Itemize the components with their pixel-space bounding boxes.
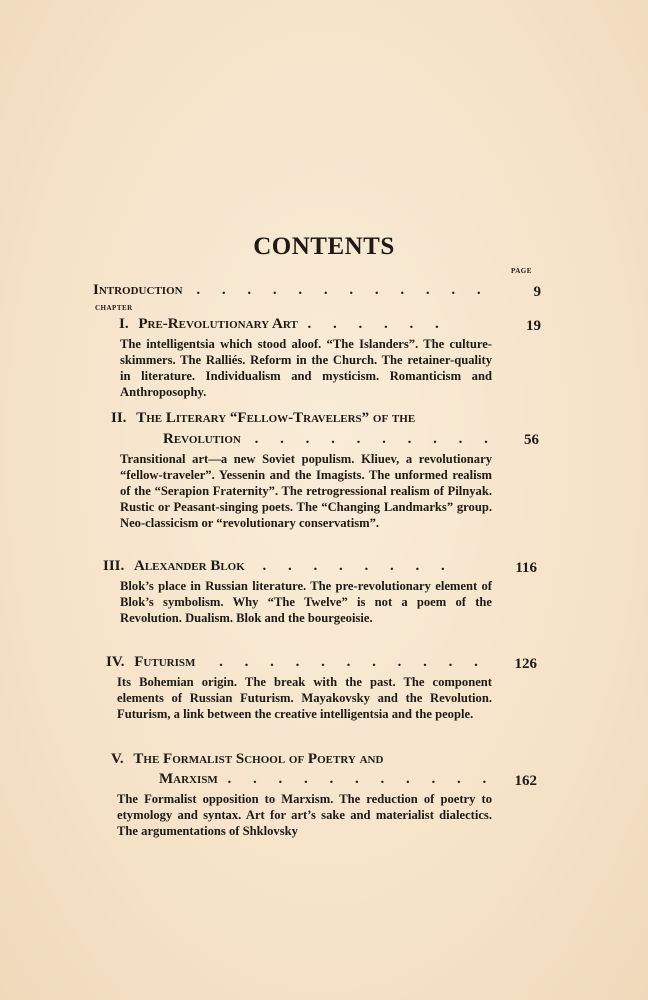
chapter-number: V.: [111, 751, 124, 767]
chapter-number: II.: [111, 410, 127, 426]
toc-entry-chapter-5-continued[interactable]: [159, 771, 495, 788]
chapter-description: The intelligentsia which stood aloof. “The Islanders”. The culture-skimmers. The Ralliés. Reform in the Church. The retainer-quality in literature. Individualism and mysticism. Romanticism and Anthroposophy.: [120, 337, 492, 399]
chapter-description: Transitional art—a new Soviet populism. Kliuev, a revolutionary “fellow-traveler”. Yessenin and the Imagists. The unformed realism of the “Serapion Fraternity”. The retrogressional realism of Pilnyak. Rustic or Peasant-singing poets. The “Changing Landmarks” group. Neo-classicism or “revolutionary conservatism”.: [120, 452, 492, 530]
entry-title: Alexander Blok: [134, 558, 245, 574]
chapter-description: Blok’s place in Russian literature. The pre-revolutionary element of Blok’s symbolism. Why “The Twelve” is not a poem of the Revolution. Dualism. Blok and the bourgeoisie.: [120, 579, 492, 625]
dot-leader: . . . . . . . .: [262, 558, 454, 574]
page-number: 19: [526, 318, 541, 334]
chapter-number: I.: [119, 316, 129, 332]
entry-title: The Formalist School of Poetry and: [133, 751, 384, 767]
entry-title: Introduction: [93, 282, 183, 298]
toc-entry-chapter-2-continued[interactable]: [163, 431, 497, 448]
dot-leader: . . . . . .: [307, 316, 448, 332]
dot-leader: . . . . . . . . . .: [254, 431, 497, 447]
dot-leader: . . . . . . . . . . .: [227, 771, 496, 787]
entry-title: Futurism: [134, 654, 196, 670]
toc-entry-chapter-4[interactable]: [106, 654, 487, 671]
page-number: 126: [514, 656, 537, 672]
entry-title-continued: Revolution: [163, 431, 241, 447]
toc-entry-chapter-2[interactable]: [111, 410, 415, 427]
page-number: 116: [515, 560, 537, 576]
page-title: CONTENTS: [253, 233, 395, 260]
toc-entry-chapter-3[interactable]: [103, 558, 454, 575]
chapter-description: The Formalist opposition to Marxism. The reduction of poetry to etymology and syntax. Art for art’s sake and materialist dialectics. The argumentations of Shklovsky: [117, 792, 492, 838]
chapter-column-header: CHAPTER: [95, 304, 133, 312]
page-column-header: PAGE: [511, 267, 532, 275]
entry-title: The Literary “Fellow-Travelers” of the: [136, 410, 416, 426]
page-number: 56: [524, 432, 539, 448]
toc-entry-chapter-5[interactable]: [111, 751, 383, 768]
toc-entry-chapter-1[interactable]: [119, 316, 448, 333]
dot-leader: . . . . . . . . . . .: [219, 654, 487, 670]
entry-title-continued: Marxism: [159, 771, 218, 787]
entry-title: Pre-Revolutionary Art: [138, 316, 298, 332]
chapter-number: III.: [103, 558, 125, 574]
toc-entry-introduction[interactable]: [93, 282, 490, 299]
chapter-number: IV.: [106, 654, 125, 670]
chapter-description: Its Bohemian origin. The break with the past. The component elements of Russian Futurism. Mayakovsky and the Revolution. Futurism, a link between the creative intelligentsia and the people.: [117, 675, 492, 721]
page-number: 9: [533, 284, 541, 300]
dot-leader: . . . . . . . . . . . .: [196, 282, 490, 298]
page-number: 162: [514, 773, 537, 789]
